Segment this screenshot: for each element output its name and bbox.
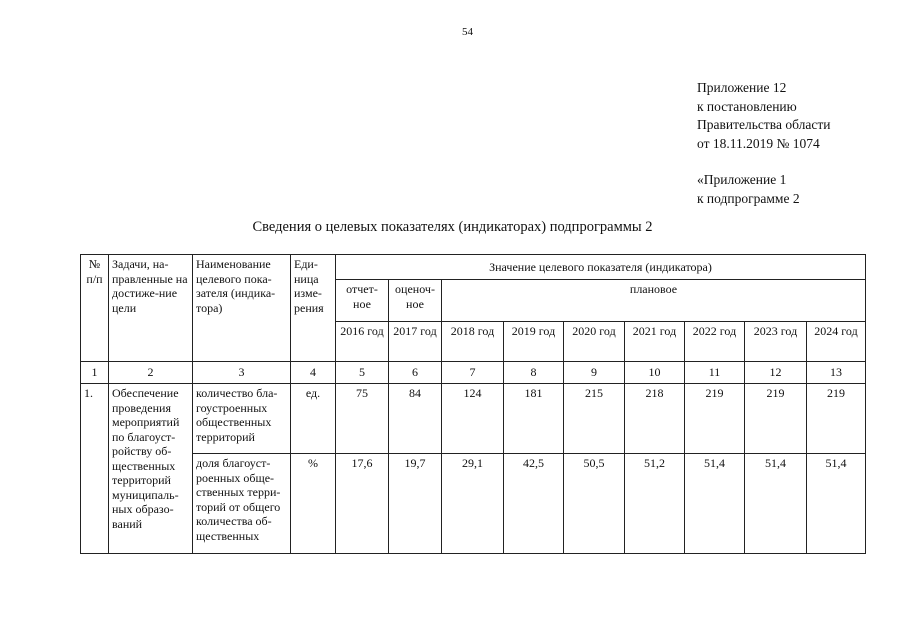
indicator-value: 219 [807, 384, 866, 454]
appendix-line: к постановлению [697, 98, 797, 114]
indicator-value: 181 [504, 384, 564, 454]
column-number: 11 [685, 362, 745, 384]
header-year: 2023 год [745, 322, 807, 362]
indicator-value: 218 [625, 384, 685, 454]
indicator-name: количество бла-гоустроенных общественных территорий [193, 384, 291, 454]
header-num: № п/п [81, 255, 109, 362]
column-number: 13 [807, 362, 866, 384]
appendix-block [697, 79, 830, 208]
column-number: 6 [389, 362, 442, 384]
header-year: 2018 год [442, 322, 504, 362]
row-task: Обеспечение проведения мероприятий по благоуст-ройству об-щественных территорий муниципаль-ных образо-ваний [109, 384, 193, 554]
header-year: 2024 год [807, 322, 866, 362]
table-row [81, 384, 866, 454]
indicator-value: 84 [389, 384, 442, 454]
column-number: 9 [564, 362, 625, 384]
indicator-value: 51,4 [745, 454, 807, 554]
header-year: 2017 год [389, 322, 442, 362]
indicator-unit: ед. [291, 384, 336, 454]
column-number: 10 [625, 362, 685, 384]
header-reported: отчет-ное [336, 280, 389, 322]
indicator-value: 219 [685, 384, 745, 454]
appendix-line: от 18.11.2019 № 1074 [697, 135, 820, 151]
header-year: 2021 год [625, 322, 685, 362]
column-number: 8 [504, 362, 564, 384]
header-year: 2020 год [564, 322, 625, 362]
indicator-value: 219 [745, 384, 807, 454]
indicator-name: доля благоуст-роенных обще-ственных терри-торий от общего количества об-щественных [193, 454, 291, 554]
indicator-value: 17,6 [336, 454, 389, 554]
indicator-value: 124 [442, 384, 504, 454]
column-number: 5 [336, 362, 389, 384]
column-number: 4 [291, 362, 336, 384]
indicator-value: 51,4 [685, 454, 745, 554]
header-year: 2016 год [336, 322, 389, 362]
indicator-value: 50,5 [564, 454, 625, 554]
appendix-line: Приложение 12 [697, 80, 787, 95]
row-num: 1. [81, 384, 109, 554]
indicator-value: 215 [564, 384, 625, 454]
header-indicator: Наименование целевого пока-зателя (индика-тора) [193, 255, 291, 362]
indicator-value: 51,2 [625, 454, 685, 554]
column-number: 7 [442, 362, 504, 384]
table-row [81, 454, 866, 554]
indicator-unit: % [291, 454, 336, 554]
appendix-line: «Приложение 1 [697, 172, 787, 187]
appendix-line: Правительства области [697, 117, 831, 132]
column-number: 3 [193, 362, 291, 384]
page-number: 54 [462, 26, 473, 38]
document-title: Сведения о целевых показателях (индикаторах) подпрограммы 2 [252, 219, 653, 235]
indicator-value: 51,4 [807, 454, 866, 554]
indicator-value: 29,1 [442, 454, 504, 554]
header-value-group: Значение целевого показателя (индикатора) [336, 255, 866, 280]
column-number: 12 [745, 362, 807, 384]
header-estimated: оценоч-ное [389, 280, 442, 322]
column-number: 1 [81, 362, 109, 384]
appendix-line: к подпрограмме 2 [697, 190, 800, 206]
header-task: Задачи, на-правленные на достиже-ние цели [109, 255, 193, 362]
indicator-value: 42,5 [504, 454, 564, 554]
indicators-table [80, 254, 866, 554]
indicator-value: 75 [336, 384, 389, 454]
column-number: 2 [109, 362, 193, 384]
header-year: 2019 год [504, 322, 564, 362]
header-year: 2022 год [685, 322, 745, 362]
header-planned: плановое [442, 280, 866, 322]
indicator-value: 19,7 [389, 454, 442, 554]
header-unit: Еди-ница изме-рения [291, 255, 336, 362]
